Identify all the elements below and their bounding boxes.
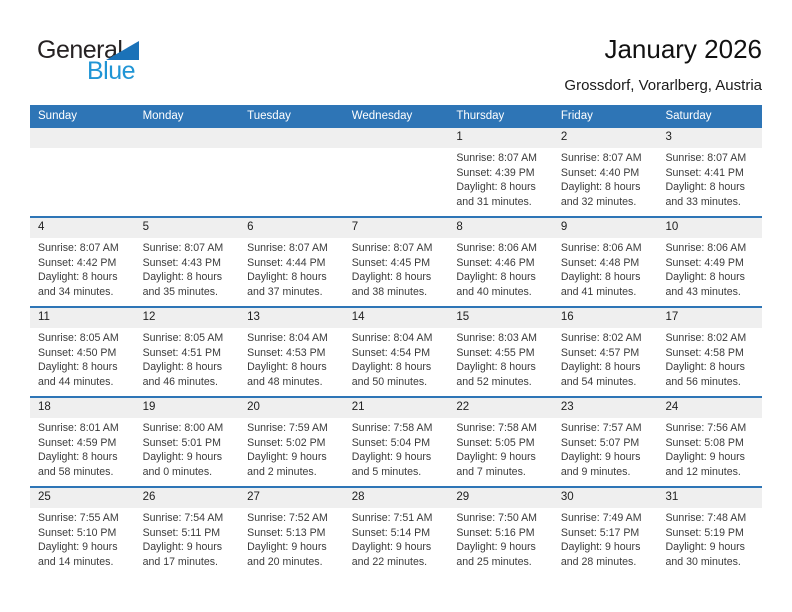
daylight-line-1: Daylight: 8 hours: [456, 271, 536, 284]
day-cell: [135, 508, 240, 569]
sunrise-line: Sunrise: 7:55 AM: [38, 512, 119, 524]
day-number: 25: [38, 491, 51, 503]
sunset-line: Sunset: 5:14 PM: [351, 526, 431, 539]
sunrise-line: Sunrise: 8:06 AM: [456, 242, 537, 254]
week-row: [30, 396, 762, 486]
day-cell: [553, 148, 658, 209]
sunset-line: Sunset: 4:53 PM: [247, 346, 326, 359]
day-number: 13: [247, 311, 260, 323]
daylight-line-2: and 35 minutes.: [142, 285, 218, 298]
daylight-line-2: and 28 minutes.: [560, 555, 637, 568]
empty-day-cell: [135, 148, 240, 209]
day-number: 16: [560, 311, 574, 323]
sunrise-line: Sunrise: 7:48 AM: [665, 512, 747, 524]
day-number-strip: [30, 308, 762, 328]
day-number: 28: [351, 491, 365, 503]
empty-day-cell: [239, 148, 344, 209]
sunrise-line: Sunrise: 7:51 AM: [351, 512, 433, 524]
day-cell: [448, 418, 553, 479]
day-number: 2: [560, 131, 568, 143]
sunset-line: Sunset: 4:44 PM: [247, 256, 326, 269]
sunrise-line: Sunrise: 8:01 AM: [38, 422, 119, 434]
daylight-line-1: Daylight: 9 hours: [560, 541, 641, 554]
day-cell: [448, 238, 553, 299]
day-number: 11: [38, 311, 50, 323]
sunrise-line: Sunrise: 8:05 AM: [142, 332, 224, 344]
day-cells-row: [30, 148, 762, 209]
daylight-line-1: Daylight: 9 hours: [456, 451, 536, 464]
sunrise-line: Sunrise: 8:03 AM: [456, 332, 537, 344]
sunset-line: Sunset: 4:46 PM: [456, 256, 535, 269]
week-row: [30, 486, 762, 576]
daylight-line-1: Daylight: 8 hours: [351, 271, 432, 284]
sunset-line: Sunset: 5:13 PM: [247, 526, 326, 539]
day-number: 15: [456, 311, 470, 323]
title-block: [262, 34, 762, 94]
day-number: 31: [665, 491, 679, 503]
sunset-line: Sunset: 4:48 PM: [560, 256, 640, 269]
day-number: [344, 128, 449, 148]
daylight-line-2: and 9 minutes.: [560, 465, 631, 478]
daylight-line-2: and 0 minutes.: [142, 465, 213, 478]
day-number-strip: [30, 218, 762, 238]
day-number: 4: [38, 221, 45, 233]
daylight-line-1: Daylight: 9 hours: [247, 451, 327, 464]
page-title: January 2026: [604, 34, 762, 64]
day-number: 20: [247, 401, 260, 413]
day-number: 12: [142, 311, 156, 323]
daylight-line-2: and 58 minutes.: [38, 465, 114, 478]
daylight-line-2: and 7 minutes.: [456, 465, 526, 478]
day-cell: [657, 148, 762, 209]
day-cell: [239, 328, 344, 389]
sunrise-line: Sunrise: 7:56 AM: [665, 422, 747, 434]
sunset-line: Sunset: 4:59 PM: [38, 436, 117, 449]
day-cell: [657, 238, 762, 299]
day-number: 8: [456, 221, 463, 233]
sunrise-line: Sunrise: 8:04 AM: [351, 332, 433, 344]
general-blue-logo: [30, 36, 190, 92]
daylight-line-2: and 43 minutes.: [665, 285, 741, 298]
daylight-line-2: and 20 minutes.: [247, 555, 323, 568]
day-cell: [553, 238, 658, 299]
day-number: [239, 128, 344, 148]
day-cell: [135, 328, 240, 389]
day-number: [135, 128, 240, 148]
daylight-line-1: Daylight: 8 hours: [560, 271, 641, 284]
day-cells-row: [30, 328, 762, 389]
sunset-line: Sunset: 4:49 PM: [665, 256, 744, 269]
logo-word-general: General: [37, 36, 123, 64]
sunset-line: Sunset: 4:50 PM: [38, 346, 117, 359]
day-number: 6: [247, 221, 254, 233]
sunrise-line: Sunrise: 7:52 AM: [247, 512, 328, 524]
daylight-line-1: Daylight: 9 hours: [665, 451, 745, 464]
sunset-line: Sunset: 5:07 PM: [560, 436, 640, 449]
daylight-line-2: and 17 minutes.: [142, 555, 218, 568]
daylight-line-2: and 44 minutes.: [38, 375, 114, 388]
daylight-line-2: and 31 minutes.: [456, 195, 532, 208]
sunset-line: Sunset: 4:39 PM: [456, 166, 535, 179]
day-number: 24: [665, 401, 679, 413]
day-number: 5: [142, 221, 149, 233]
sunrise-line: Sunrise: 8:02 AM: [665, 332, 747, 344]
sunset-line: Sunset: 4:54 PM: [351, 346, 431, 359]
daylight-line-2: and 46 minutes.: [142, 375, 218, 388]
daylight-line-1: Daylight: 8 hours: [247, 271, 327, 284]
daylight-line-2: and 54 minutes.: [560, 375, 637, 388]
day-number: 21: [351, 401, 365, 413]
day-cell: [448, 328, 553, 389]
daylight-line-1: Daylight: 8 hours: [38, 271, 118, 284]
day-number: 29: [456, 491, 470, 503]
daylight-line-2: and 34 minutes.: [38, 285, 114, 298]
day-cell: [30, 328, 135, 389]
weekday-saturday: Saturday: [665, 109, 712, 122]
sunset-line: Sunset: 4:58 PM: [665, 346, 744, 359]
sunrise-line: Sunrise: 8:07 AM: [560, 152, 642, 164]
day-cell: [344, 508, 449, 569]
sunset-line: Sunset: 5:11 PM: [142, 526, 221, 539]
sunrise-line: Sunrise: 8:02 AM: [560, 332, 642, 344]
day-number: 17: [665, 311, 679, 323]
sunrise-line: Sunrise: 7:49 AM: [560, 512, 642, 524]
day-cell: [344, 328, 449, 389]
daylight-line-2: and 37 minutes.: [247, 285, 323, 298]
daylight-line-1: Daylight: 9 hours: [456, 541, 536, 554]
day-number: 7: [351, 221, 359, 233]
day-cell: [135, 238, 240, 299]
day-cell: [448, 508, 553, 569]
daylight-line-1: Daylight: 8 hours: [247, 361, 327, 374]
daylight-line-2: and 12 minutes.: [665, 465, 741, 478]
daylight-line-2: and 33 minutes.: [665, 195, 741, 208]
day-number-strip: [30, 128, 762, 148]
daylight-line-2: and 38 minutes.: [351, 285, 428, 298]
day-number: 9: [560, 221, 568, 233]
day-number: 14: [351, 311, 365, 323]
day-number: 26: [142, 491, 156, 503]
day-cell: [448, 148, 553, 209]
sunset-line: Sunset: 5:04 PM: [351, 436, 431, 449]
sunrise-line: Sunrise: 7:57 AM: [560, 422, 642, 434]
daylight-line-1: Daylight: 9 hours: [351, 541, 432, 554]
daylight-line-1: Daylight: 8 hours: [456, 361, 536, 374]
daylight-line-1: Daylight: 8 hours: [665, 181, 745, 194]
daylight-line-2: and 30 minutes.: [665, 555, 741, 568]
day-number: 18: [38, 401, 51, 413]
daylight-line-1: Daylight: 8 hours: [560, 181, 641, 194]
day-cell: [135, 418, 240, 479]
day-cell: [553, 508, 658, 569]
daylight-line-2: and 5 minutes.: [351, 465, 422, 478]
sunset-line: Sunset: 4:45 PM: [351, 256, 431, 269]
sunrise-line: Sunrise: 7:58 AM: [351, 422, 433, 434]
day-number: 27: [247, 491, 260, 503]
daylight-line-2: and 52 minutes.: [456, 375, 532, 388]
day-cell: [30, 508, 135, 569]
day-number: 19: [142, 401, 156, 413]
daylight-line-1: Daylight: 9 hours: [665, 541, 745, 554]
sunset-line: Sunset: 5:08 PM: [665, 436, 744, 449]
sunset-line: Sunset: 5:02 PM: [247, 436, 326, 449]
day-number: 22: [456, 401, 470, 413]
daylight-line-1: Daylight: 8 hours: [38, 361, 118, 374]
daylight-line-1: Daylight: 9 hours: [142, 541, 223, 554]
week-row: [30, 306, 762, 396]
sunrise-line: Sunrise: 8:07 AM: [456, 152, 537, 164]
daylight-line-1: Daylight: 8 hours: [142, 271, 223, 284]
day-cell: [239, 418, 344, 479]
day-number: 10: [665, 221, 679, 233]
day-cell: [239, 508, 344, 569]
page-subtitle: Grossdorf, Vorarlberg, Austria: [564, 77, 762, 94]
sunrise-line: Sunrise: 8:07 AM: [38, 242, 119, 254]
day-cell: [657, 508, 762, 569]
sunset-line: Sunset: 5:17 PM: [560, 526, 640, 539]
weekday-sunday: Sunday: [38, 109, 78, 122]
sunset-line: Sunset: 4:57 PM: [560, 346, 640, 359]
daylight-line-2: and 56 minutes.: [665, 375, 741, 388]
daylight-line-2: and 40 minutes.: [456, 285, 532, 298]
day-cells-row: [30, 508, 762, 569]
daylight-line-2: and 2 minutes.: [247, 465, 317, 478]
daylight-line-1: Daylight: 8 hours: [665, 361, 745, 374]
day-cell: [553, 328, 658, 389]
day-cell: [553, 418, 658, 479]
week-row: [30, 216, 762, 306]
weekday-header-row: [30, 105, 762, 126]
weekday-wednesday: Wednesday: [351, 109, 413, 122]
daylight-line-2: and 25 minutes.: [456, 555, 532, 568]
sunrise-line: Sunrise: 8:07 AM: [351, 242, 433, 254]
weekday-thursday: Thursday: [456, 109, 505, 122]
sunrise-line: Sunrise: 8:04 AM: [247, 332, 328, 344]
daylight-line-1: Daylight: 8 hours: [351, 361, 432, 374]
sunset-line: Sunset: 4:43 PM: [142, 256, 221, 269]
daylight-line-1: Daylight: 9 hours: [247, 541, 327, 554]
week-row: [30, 126, 762, 216]
day-cell: [239, 238, 344, 299]
daylight-line-1: Daylight: 8 hours: [665, 271, 745, 284]
sunrise-line: Sunrise: 8:06 AM: [560, 242, 642, 254]
empty-day-cell: [30, 148, 135, 209]
empty-day-cell: [344, 148, 449, 209]
sunrise-line: Sunrise: 8:07 AM: [665, 152, 747, 164]
day-cell: [657, 328, 762, 389]
weekday-monday: Monday: [142, 109, 184, 122]
sunset-line: Sunset: 5:16 PM: [456, 526, 535, 539]
day-cell: [344, 238, 449, 299]
daylight-line-2: and 32 minutes.: [560, 195, 637, 208]
sunset-line: Sunset: 5:05 PM: [456, 436, 535, 449]
daylight-line-1: Daylight: 8 hours: [560, 361, 641, 374]
daylight-line-2: and 14 minutes.: [38, 555, 114, 568]
day-cells-row: [30, 238, 762, 299]
daylight-line-1: Daylight: 8 hours: [38, 451, 118, 464]
sunset-line: Sunset: 5:01 PM: [142, 436, 221, 449]
day-cells-row: [30, 418, 762, 479]
sunrise-line: Sunrise: 8:00 AM: [142, 422, 224, 434]
daylight-line-2: and 22 minutes.: [351, 555, 428, 568]
calendar-grid: [30, 105, 762, 576]
daylight-line-1: Daylight: 8 hours: [142, 361, 223, 374]
weekday-tuesday: Tuesday: [247, 109, 291, 122]
daylight-line-2: and 41 minutes.: [560, 285, 637, 298]
day-cell: [30, 238, 135, 299]
sunrise-line: Sunrise: 8:06 AM: [665, 242, 747, 254]
weeks-container: [30, 126, 762, 576]
sunrise-line: Sunrise: 8:05 AM: [38, 332, 119, 344]
sunrise-line: Sunrise: 8:07 AM: [247, 242, 328, 254]
day-number-strip: [30, 398, 762, 418]
day-cell: [657, 418, 762, 479]
day-number-strip: [30, 488, 762, 508]
day-number: 1: [456, 131, 463, 143]
daylight-line-2: and 48 minutes.: [247, 375, 323, 388]
sunset-line: Sunset: 4:51 PM: [142, 346, 221, 359]
day-number: 23: [560, 401, 574, 413]
day-number: 30: [560, 491, 574, 503]
daylight-line-1: Daylight: 9 hours: [38, 541, 118, 554]
sunset-line: Sunset: 4:40 PM: [560, 166, 640, 179]
logo-word-blue: Blue: [87, 57, 136, 85]
day-cell: [30, 418, 135, 479]
sunrise-line: Sunrise: 7:59 AM: [247, 422, 328, 434]
sunrise-line: Sunrise: 7:50 AM: [456, 512, 537, 524]
sunrise-line: Sunrise: 7:58 AM: [456, 422, 537, 434]
daylight-line-1: Daylight: 8 hours: [456, 181, 536, 194]
day-cell: [344, 418, 449, 479]
day-number: [30, 128, 135, 148]
sunset-line: Sunset: 4:42 PM: [38, 256, 117, 269]
day-number: 3: [665, 131, 672, 143]
daylight-line-1: Daylight: 9 hours: [560, 451, 641, 464]
sunset-line: Sunset: 4:41 PM: [665, 166, 744, 179]
sunset-line: Sunset: 5:10 PM: [38, 526, 117, 539]
sunrise-line: Sunrise: 8:07 AM: [142, 242, 224, 254]
weekday-friday: Friday: [560, 109, 593, 122]
daylight-line-2: and 50 minutes.: [351, 375, 428, 388]
sunset-line: Sunset: 5:19 PM: [665, 526, 744, 539]
sunrise-line: Sunrise: 7:54 AM: [142, 512, 224, 524]
daylight-line-1: Daylight: 9 hours: [351, 451, 432, 464]
daylight-line-1: Daylight: 9 hours: [142, 451, 223, 464]
sunset-line: Sunset: 4:55 PM: [456, 346, 535, 359]
